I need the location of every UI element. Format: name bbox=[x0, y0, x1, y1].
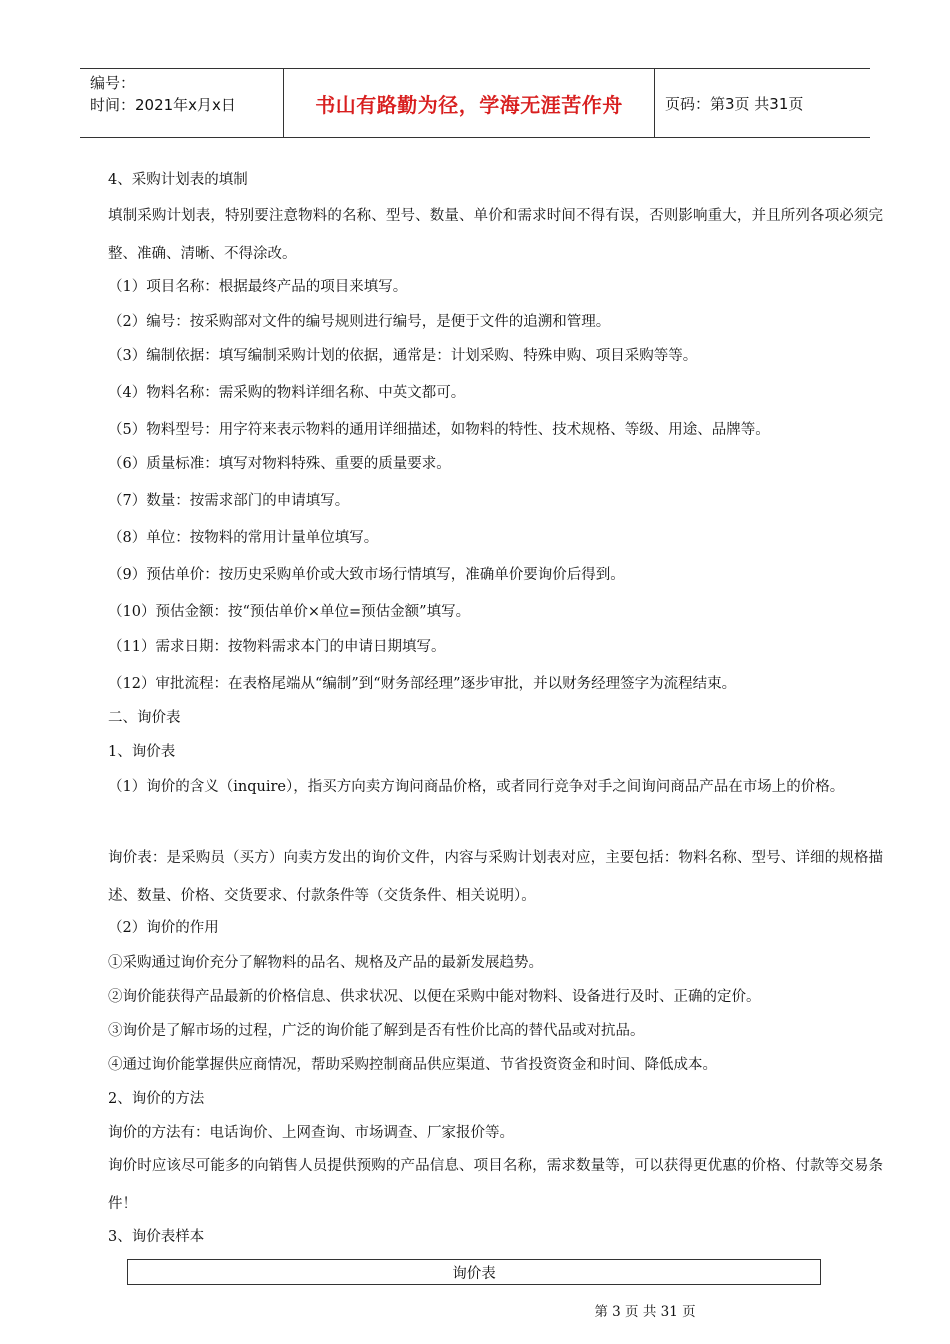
list-item: （5）物料型号：用字符来表示物料的通用详细描述，如物料的特性、技术规格、等级、用途、品牌等。 bbox=[108, 422, 770, 438]
subsection-heading: 2、询价的方法 bbox=[108, 1091, 205, 1107]
header-left-cell bbox=[80, 69, 283, 137]
list-item: （10）预估金额：按“预估单价×单位=预估金额”填写。 bbox=[108, 604, 471, 620]
subsection-heading: 3、询价表样本 bbox=[108, 1229, 205, 1245]
list-item: （2）编号：按采购部对文件的编号规则进行编号，是便于文件的追溯和管理。 bbox=[108, 314, 611, 330]
header-page-cell bbox=[655, 69, 870, 137]
section-heading: 二、询价表 bbox=[108, 710, 181, 726]
section-heading: 4、采购计划表的填制 bbox=[108, 172, 248, 188]
list-item: ③询价是了解市场的过程，广泛的询价能了解到是否有性价比高的替代品或对抗品。 bbox=[108, 1023, 645, 1039]
list-item: （4）物料名称：需采购的物料详细名称、中英文都可。 bbox=[108, 385, 466, 401]
list-item: （12）审批流程：在表格尾端从“编制”到“财务部经理”逐步审批，并以财务经理签字为流程结束。 bbox=[108, 676, 737, 692]
inquiry-table-title: 询价表 bbox=[452, 1265, 496, 1282]
list-item: （9）预估单价：按历史采购单价或大致市场行情填写，准确单价要询价后得到。 bbox=[108, 567, 625, 583]
list-item: ②询价能获得产品最新的价格信息、供求状况、以便在采购中能对物料、设备进行及时、正确的定价。 bbox=[108, 989, 761, 1005]
header-motto: 书山有路勤为径，学海无涯苦作舟 bbox=[315, 92, 623, 117]
paragraph: 询价的方法有：电话询价、上网查询、市场调查、厂家报价等。 bbox=[108, 1125, 514, 1141]
document-number-label: 编号： bbox=[90, 74, 136, 92]
header-page-label: 页码：第3页 共31页 bbox=[665, 94, 804, 113]
paragraph: （1）询价的含义（inquire），指买方向卖方询问商品价格，或者同行竞争对手之间询问商品产品在市场上的价格。 bbox=[108, 779, 845, 795]
document-date-label: 时间：2021年x月x日 bbox=[90, 96, 236, 114]
subsection-heading: 1、询价表 bbox=[108, 744, 176, 760]
paragraph: 填制采购计划表，特别要注意物料的名称、型号、数量、单价和需求时间不得有误，否则影响重大，并且所列各项必须完整、准确、清晰、不得涂改。 bbox=[108, 208, 883, 262]
list-item: （8）单位：按物料的常用计量单位填写。 bbox=[108, 530, 379, 546]
list-item: （11）需求日期：按物料需求本门的申请日期填写。 bbox=[108, 639, 446, 655]
paragraph: 询价表：是采购员（买方）向卖方发出的询价文件，内容与采购计划表对应，主要包括：物料名称、型号、详细的规格描述、数量、价格、交货要求、付款条件等（交货条件、相关说明）。 bbox=[108, 850, 883, 904]
list-item: ①采购通过询价充分了解物料的品名、规格及产品的最新发展趋势。 bbox=[108, 955, 543, 971]
footer-page-number: 第 3 页 共 31 页 bbox=[594, 1304, 696, 1320]
list-item: （6）质量标准：填写对物料特殊、重要的质量要求。 bbox=[108, 456, 451, 472]
list-item: （3）编制依据：填写编制采购计划的依据，通常是：计划采购、特殊申购、项目采购等等。 bbox=[108, 348, 698, 364]
header-motto-cell bbox=[283, 69, 655, 137]
inquiry-table-header bbox=[127, 1259, 821, 1285]
subsection-heading: （2）询价的作用 bbox=[108, 920, 219, 936]
page-header bbox=[80, 68, 870, 138]
list-item: （7）数量：按需求部门的申请填写。 bbox=[108, 493, 350, 509]
list-item: ④通过询价能掌握供应商情况，帮助采购控制商品供应渠道、节省投资资金和时间、降低成本。 bbox=[108, 1057, 717, 1073]
page-footer bbox=[0, 1300, 950, 1320]
list-item: （1）项目名称：根据最终产品的项目来填写。 bbox=[108, 279, 408, 295]
paragraph: 询价时应该尽可能多的向销售人员提供预购的产品信息、项目名称，需求数量等，可以获得更优惠的价格、付款等交易条件！ bbox=[108, 1158, 883, 1212]
